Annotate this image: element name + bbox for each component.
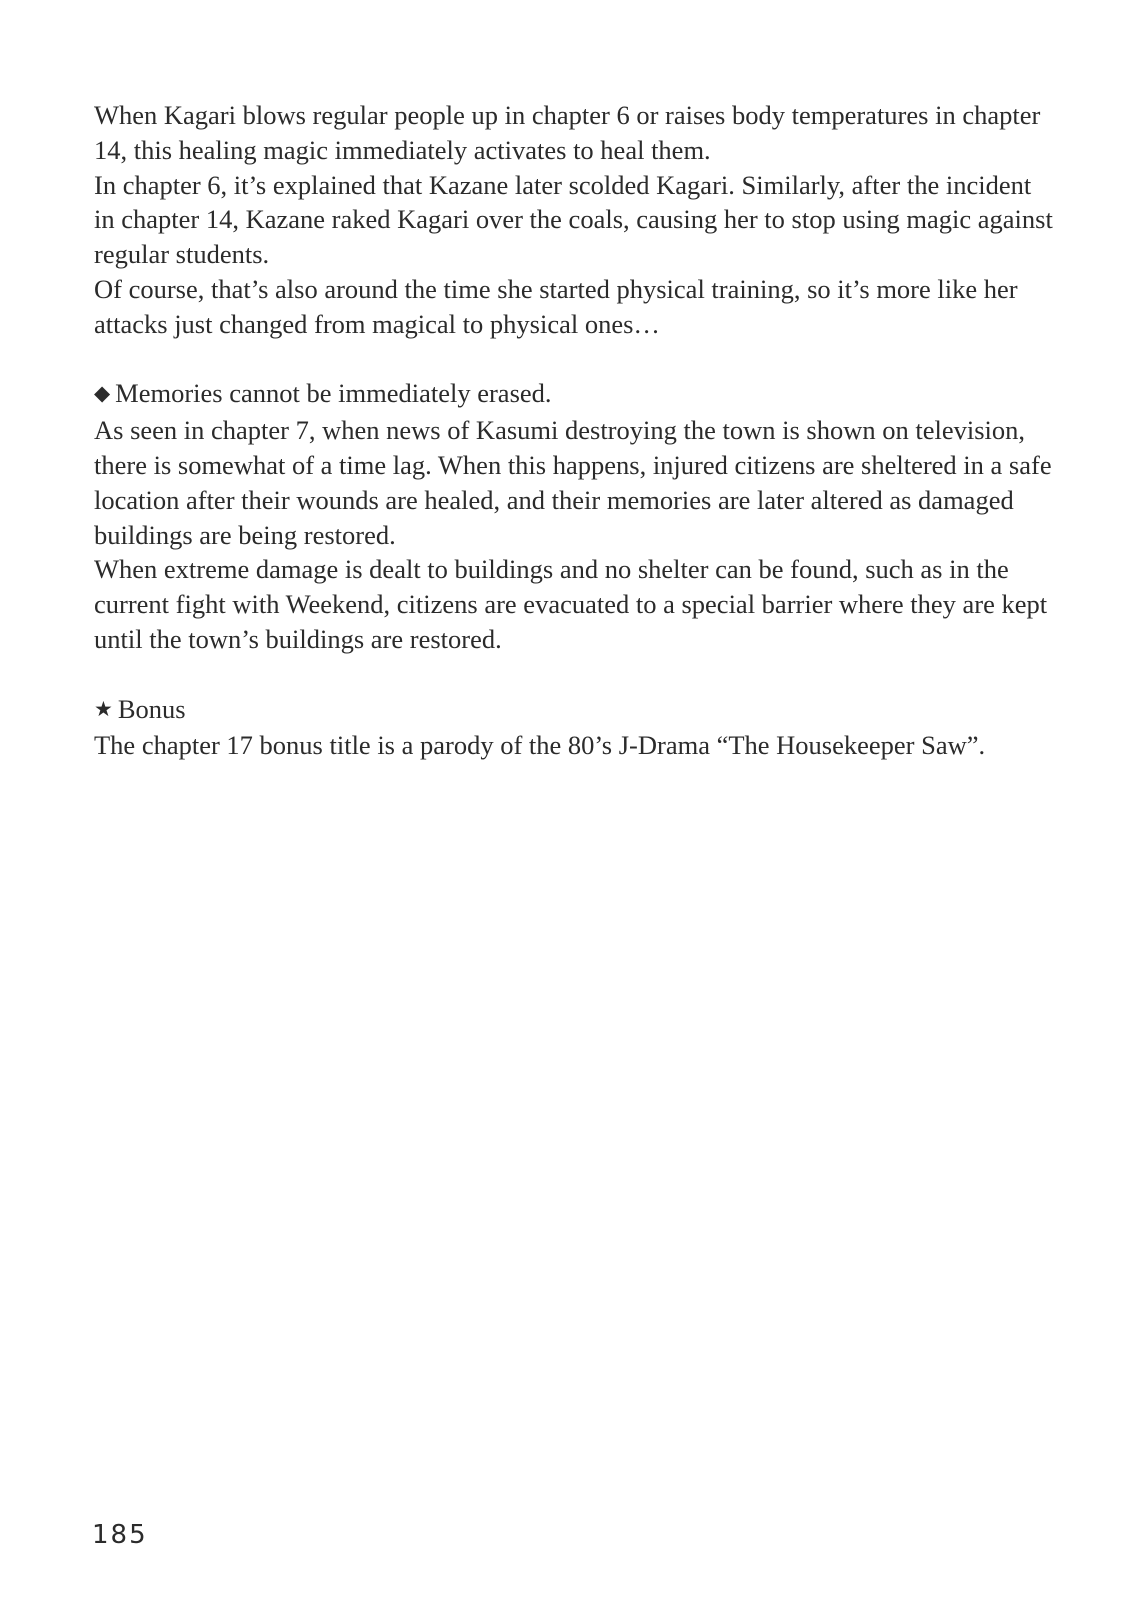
diamond-bullet-icon: ◆ <box>94 381 111 406</box>
section-heading-text: Bonus <box>117 693 186 724</box>
paragraph-healing-magic: When Kagari blows regular people up in chapter 6 or raises body temperatures in chapter 14, this healing magic immediately activates to heal them. <box>94 100 1041 165</box>
paragraph-evacuation: When extreme damage is dealt to buildings and no shelter can be found, such as in the current fight with Weekend, citizens are evacuated to a special barrier where they are kept until the town’s buildings are restored. <box>94 554 1048 654</box>
page-number: 185 <box>92 1520 148 1550</box>
section-heading-bonus <box>94 692 1054 729</box>
paragraph-bonus-title: The chapter 17 bonus title is a parody of the 80’s J-Drama “The Housekeeper Saw”. <box>94 730 986 761</box>
paragraph-physical-training: Of course, that’s also around the time she started physical training, so it’s more like her attacks just changed from magical to physical ones… <box>94 273 1018 339</box>
paragraph-kazane-scolding: In chapter 6, it’s explained that Kazane later scolded Kagari. Similarly, after the incident in chapter 14, Kazane raked Kagari over the coals, causing her to stop using magic against regular students. <box>94 169 1053 270</box>
notes-content <box>94 98 1054 763</box>
section-heading-text: Memories cannot be immediately erased. <box>115 378 552 409</box>
section-heading-memories <box>94 376 1054 413</box>
paragraph-time-lag: As seen in chapter 7, when news of Kasumi destroying the town is shown on television, there is somewhat of a time lag. When this happens, injured citizens are sheltered in a safe location after their wounds are healed, and their memories are later altered as damaged buildings are being restored. <box>94 415 1052 550</box>
section-gap <box>94 342 1054 377</box>
section-gap <box>94 657 1054 692</box>
star-bullet-icon: ★ <box>94 696 113 721</box>
